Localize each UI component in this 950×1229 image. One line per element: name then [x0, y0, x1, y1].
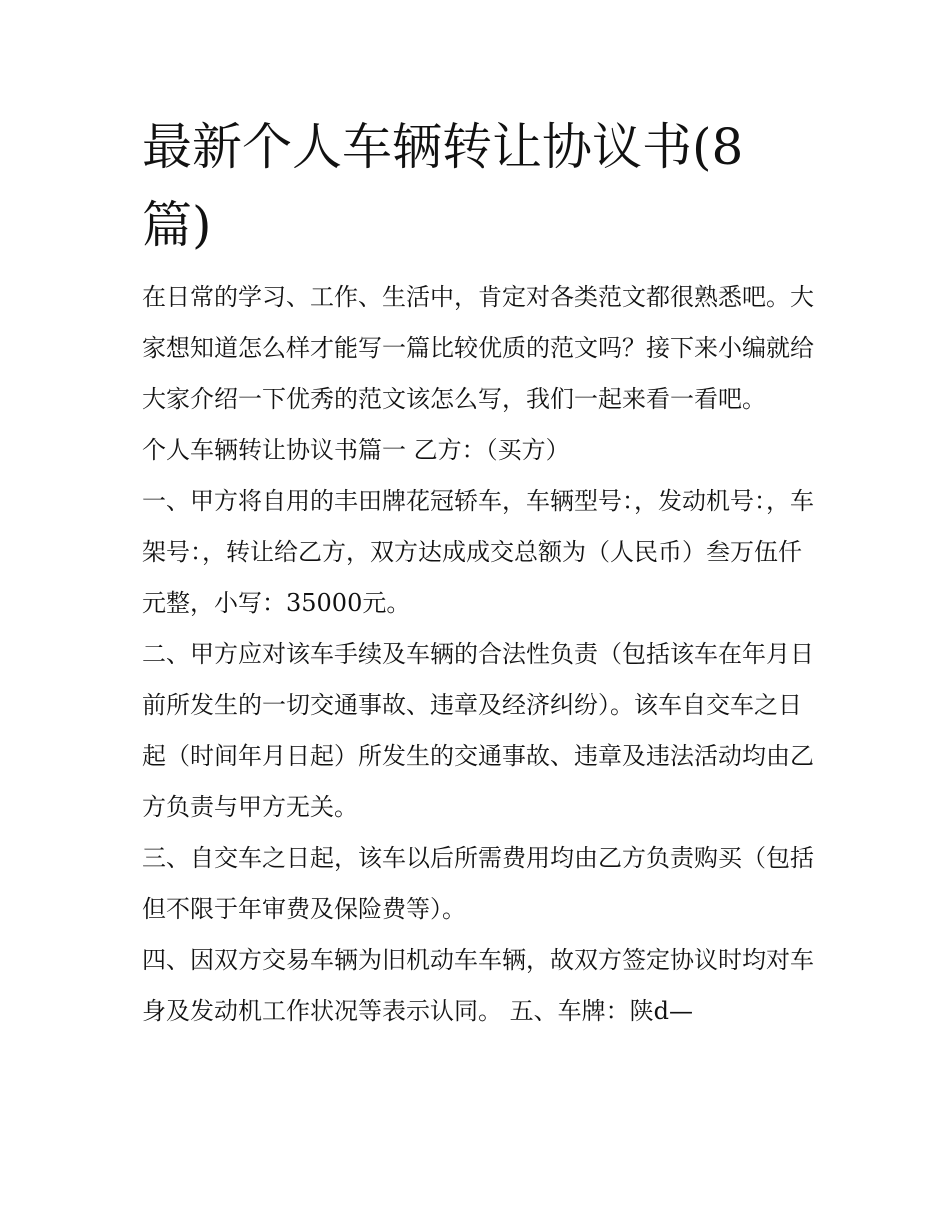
document-title: 最新个人车辆转让协议书(8篇): [142, 118, 744, 254]
paragraph-clause-1: 一、甲方将自用的丰田牌花冠轿车，车辆型号：，发动机号：，车架号：，转让给乙方，双方达成成交总额为（人民币）叁万伍仟元整，小写：35000元。: [142, 487, 814, 617]
paragraph-clause-4: 四、因双方交易车辆为旧机动车车辆，故双方签定协议时均对车身及发动机工作状况等表示认同。 五、车牌：陕d—: [142, 946, 814, 1025]
paragraph-section-heading: 个人车辆转让协议书篇一 乙方：（买方）: [142, 436, 570, 464]
paragraph-clause-2: 二、甲方应对该车手续及车辆的合法性负责（包括该车在年月日前所发生的一切交通事故、违章及经济纠纷）。该车自交车之日起（时间年月日起）所发生的交通事故、违章及违法活动均由乙方负责与甲方无关。: [142, 640, 814, 821]
paragraph-intro: 在日常的学习、工作、生活中，肯定对各类范文都很熟悉吧。大家想知道怎么样才能写一篇比较优质的范文吗？接下来小编就给大家介绍一下优秀的范文该怎么写，我们一起来看一看吧。: [142, 283, 814, 413]
paragraph-clause-3: 三、自交车之日起，该车以后所需费用均由乙方负责购买（包括但不限于年审费及保险费等）。: [142, 844, 814, 923]
document-page: [142, 108, 822, 1037]
